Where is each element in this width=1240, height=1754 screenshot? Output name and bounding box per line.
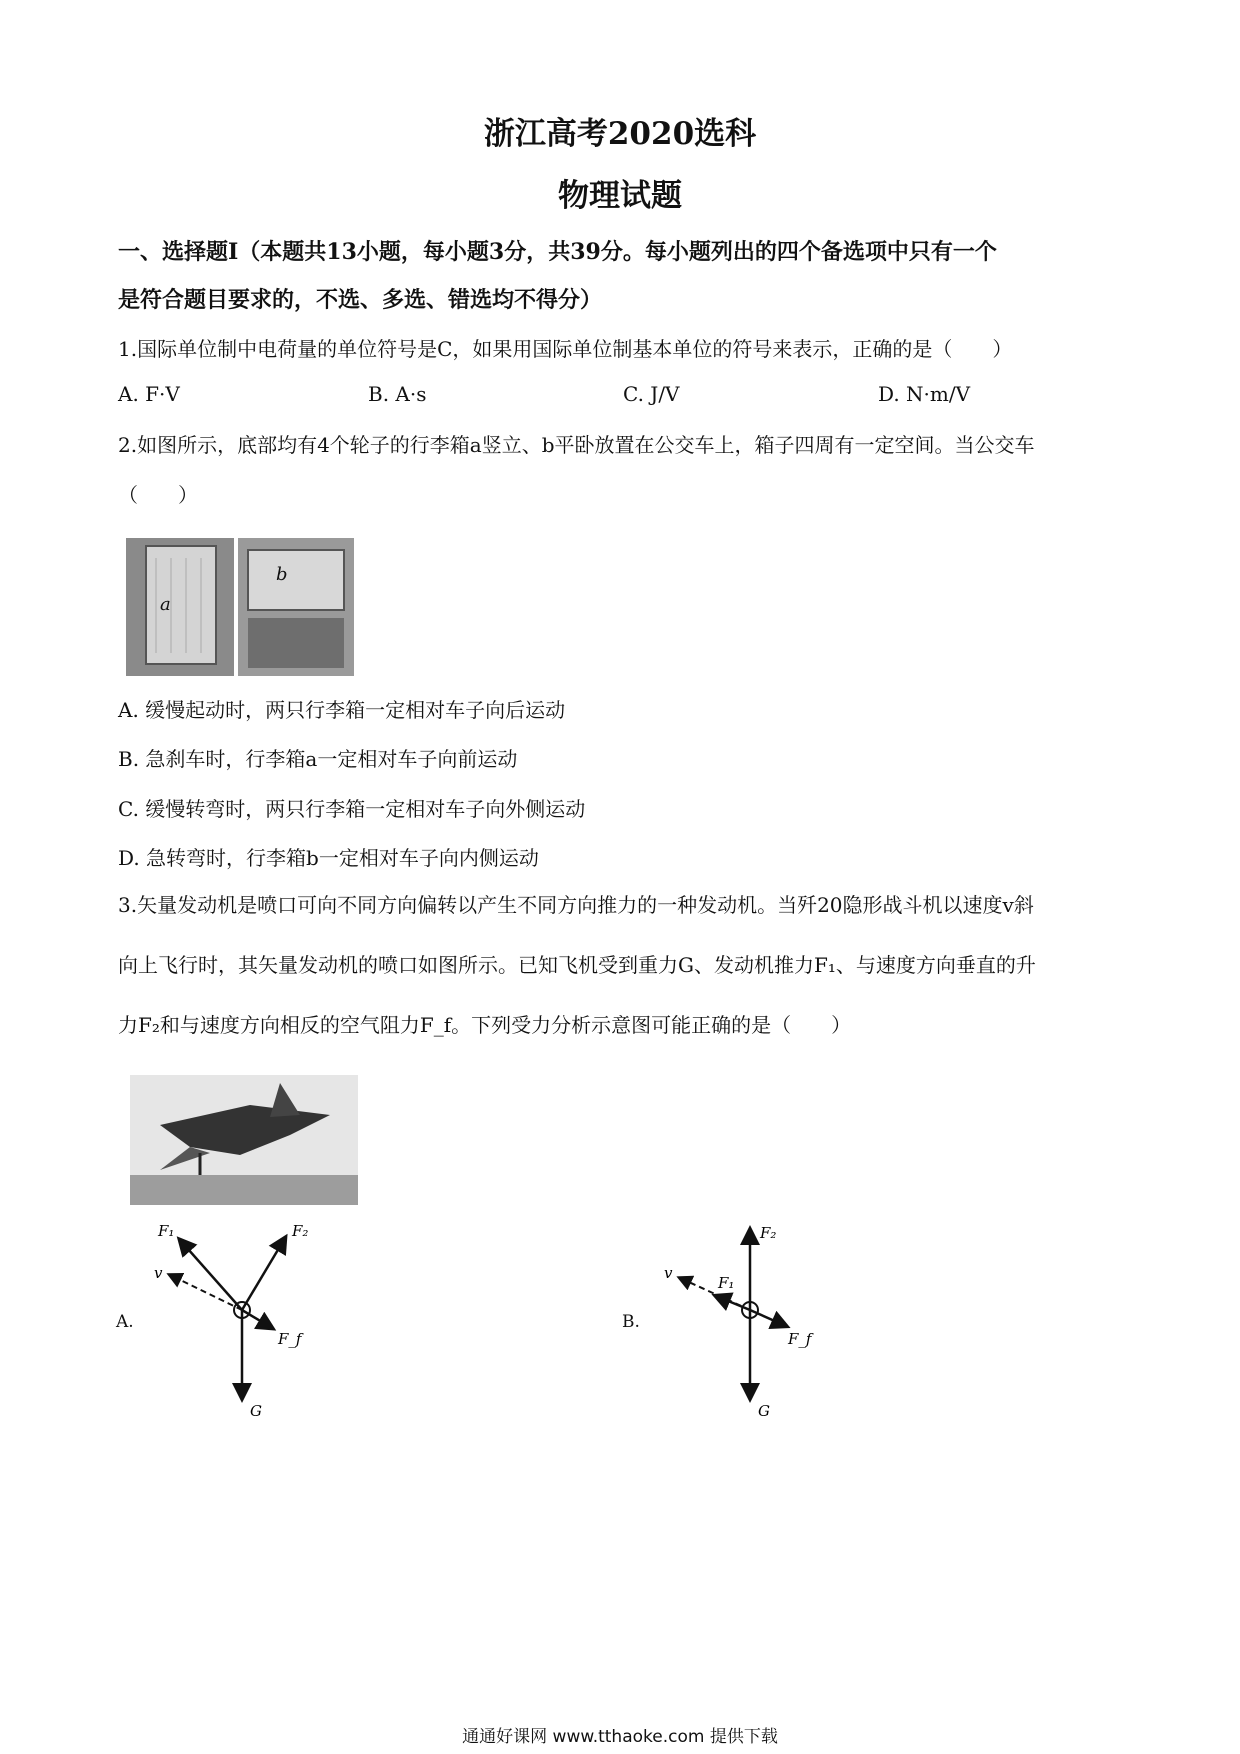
diagram-a-f1-label: F₁ [158, 1222, 175, 1240]
q2-option-c: C. 缓慢转弯时，两只行李箱一定相对车子向外侧运动 [118, 797, 586, 821]
section-header-line2: 是符合题目要求的，不选、多选、错选均不得分） [118, 287, 603, 313]
diagram-a-g-label: G [250, 1402, 262, 1420]
luggage-photo [126, 538, 354, 676]
diagram-b-f1-label: F₁ [718, 1274, 735, 1292]
question-1-text: 1.国际单位制中电荷量的单位符号是C，如果用国际单位制基本单位的符号来表示，正确的是（ ） [118, 337, 1013, 361]
document-subtitle: 物理试题 [558, 178, 682, 214]
q1-option-b: B. A·s [368, 382, 427, 406]
question-2-text-line2: （ ） [118, 483, 198, 507]
q1-option-c: C. J/V [623, 382, 680, 406]
section-header-line1: 一、选择题Ⅰ（本题共13小题，每小题3分，共39分。每小题列出的四个备选项中只有一个 [118, 239, 997, 265]
q1-option-a: A. F·V [118, 382, 180, 406]
diagram-a-v-label: v [154, 1264, 163, 1282]
diagram-b-v-label: v [664, 1264, 673, 1282]
question-3-text-line1: 3.矢量发动机是喷口可向不同方向偏转以产生不同方向推力的一种发动机。当歼20隐形战斗机以速度v斜 [118, 893, 1034, 917]
photo-label-a: a [160, 594, 171, 615]
diagram-b-label: B. [622, 1312, 640, 1332]
q2-option-a: A. 缓慢起动时，两只行李箱一定相对车子向后运动 [118, 698, 566, 722]
question-2-text-line1: 2.如图所示，底部均有4个轮子的行李箱a竖立、b平卧放置在公交车上，箱子四周有一定空间。当公交车 [118, 433, 1035, 457]
force-diagram-b [660, 1220, 830, 1425]
document-title: 浙江高考2020选科 [483, 116, 757, 152]
diagram-b-f2-label: F₂ [760, 1224, 777, 1242]
q1-option-d: D. N·m/V [878, 382, 971, 406]
q2-option-b: B. 急刹车时，行李箱a一定相对车子向前运动 [118, 747, 518, 771]
diagram-a-label: A. [116, 1312, 134, 1332]
question-3-text-line2: 向上飞行时，其矢量发动机的喷口如图所示。已知飞机受到重力G、发动机推力F₁、与速度方向垂直的升 [118, 953, 1036, 977]
diagram-a-ff-label: F_f [278, 1330, 302, 1348]
force-diagram-a [150, 1220, 320, 1425]
diagram-a-f2-label: F₂ [292, 1222, 309, 1240]
diagram-b-ff-label: F_f [788, 1330, 812, 1348]
diagram-b-g-label: G [758, 1402, 770, 1420]
question-1-options [118, 382, 1128, 422]
q2-option-d: D. 急转弯时，行李箱b一定相对车子向内侧运动 [118, 846, 539, 870]
photo-label-b: b [276, 564, 288, 585]
fighter-jet-photo [130, 1075, 358, 1205]
question-3-text-line3: 力F₂和与速度方向相反的空气阻力F_f。下列受力分析示意图可能正确的是（ ） [118, 1013, 852, 1037]
page-footer: 通通好课网 www.tthaoke.com 提供下载 [462, 1727, 778, 1747]
